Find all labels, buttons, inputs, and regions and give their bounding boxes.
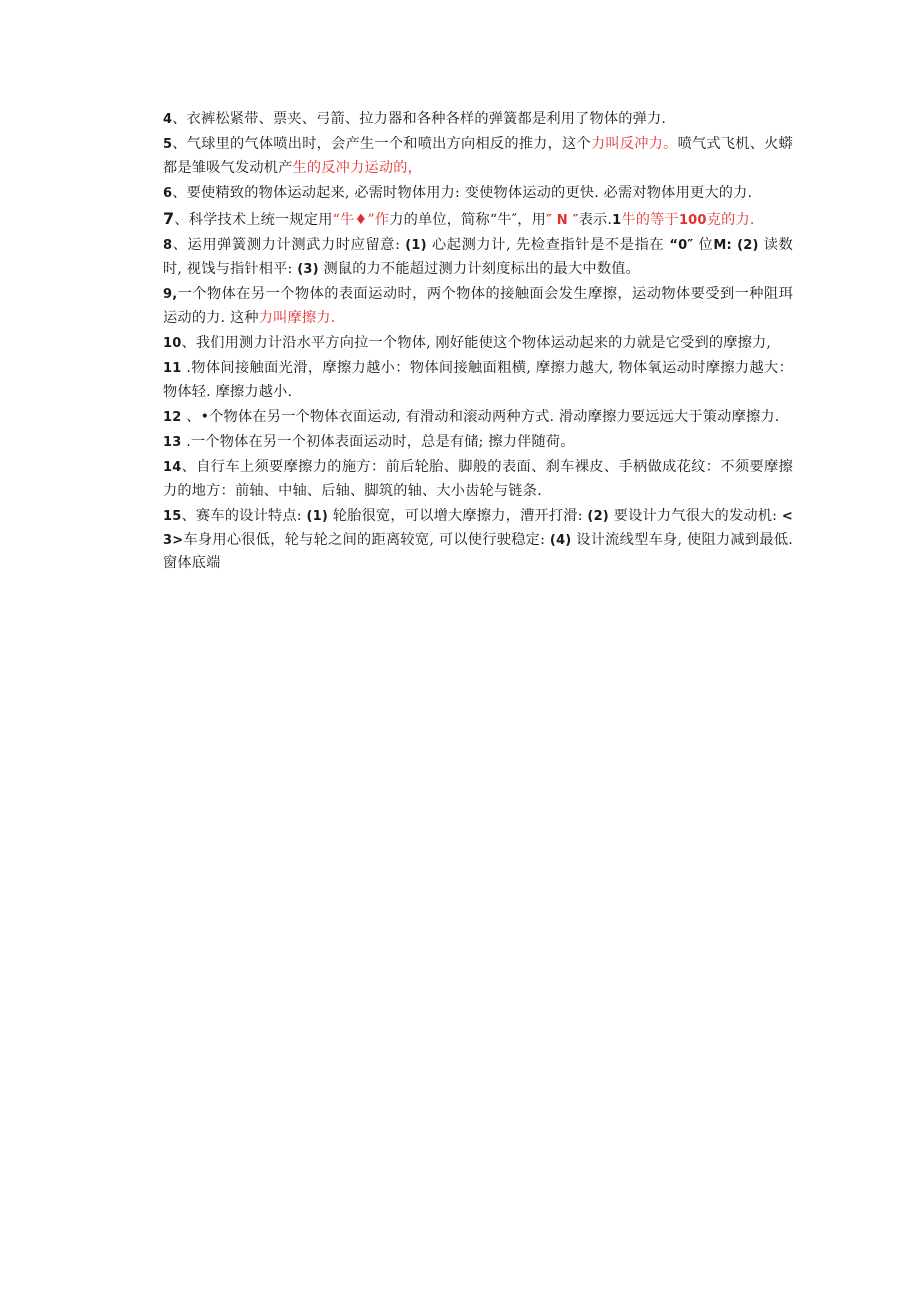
- item-text: 表示.: [578, 212, 613, 229]
- item-paragraph: [163, 406, 793, 430]
- item-text: “牛♦”作: [332, 212, 390, 229]
- item-paragraph: [163, 332, 793, 356]
- document-body: [163, 108, 793, 577]
- item-number: 100: [678, 213, 707, 229]
- item-paragraph: [163, 357, 793, 404]
- item-number: 4: [163, 112, 173, 127]
- item-number: “0″: [669, 238, 694, 254]
- item-paragraph: [163, 234, 793, 281]
- item-text: 、衣裤松紧带、票夹、弓箭、拉力器和各种各样的弹簧都是利用了物体的弹力.: [172, 111, 667, 127]
- item-number: (4): [549, 532, 572, 548]
- item-text: 力叫反冲力。: [590, 136, 678, 153]
- item-number: (1): [405, 238, 427, 254]
- item-number: 14: [163, 460, 182, 476]
- item-text: 克的力.: [706, 212, 755, 229]
- item-paragraph: [163, 108, 793, 132]
- item-number: 8: [163, 238, 173, 254]
- item-text: 、气球里的气体喷出时，会产生一个和喷出方向相反的推力，这个: [172, 136, 591, 153]
- item-number: 10: [163, 335, 182, 351]
- item-number: <3>: [163, 509, 793, 548]
- item-text: 车身用心很低，轮与轮之间的距离较宽, 可以使行驶稳定:: [183, 531, 550, 548]
- item-number: (1): [306, 509, 329, 525]
- item-text: 测鼠的力不能超过测力计刻度标出的最大中数值。: [318, 260, 640, 277]
- item-number: 1: [612, 213, 622, 229]
- item-number: 9,: [163, 287, 178, 303]
- item-text: 生的反冲力运动的，: [292, 159, 422, 176]
- item-text: 位: [693, 237, 714, 254]
- item-text: 、要使精致的物体运动起来, 必需时物体用力: 变使物体运动的更快. 必需对物体用更大的力.: [172, 184, 753, 201]
- item-paragraph: [163, 283, 793, 330]
- item-text: 一个物体在另一个物体的表面运动时，两个物体的接触面会发生摩擦，运动物体要受到一种阻珥运动的力. 这种: [163, 286, 793, 326]
- item-text: 、运用弹簧测力计测武力时应留意:: [172, 237, 406, 254]
- item-text: 、•个物体在另一个物体衣面运动, 有滑动和滚动两种方式. 滑动摩擦力要远远大于策动摩擦力.: [181, 408, 780, 425]
- item-text: 喷气式飞机、火蟒都是雏吸气发动机产: [163, 136, 793, 176]
- item-text: 读数时, 视饯与指针相平:: [163, 237, 793, 277]
- item-text: 牛的等于: [621, 212, 679, 229]
- item-number: 7: [163, 209, 175, 229]
- item-text: 心起测力计, 先检查指针是不是指在: [426, 237, 670, 254]
- item-text: 力叫摩擦力.: [258, 309, 336, 326]
- item-number: 11: [163, 361, 182, 377]
- item-paragraph: [163, 456, 793, 503]
- item-paragraph: [163, 182, 793, 206]
- item-text: 、科学技术上统一规定用: [174, 212, 333, 229]
- item-number: (2): [587, 509, 609, 525]
- item-paragraph: [163, 505, 793, 576]
- item-paragraph: [163, 207, 793, 233]
- item-text: .物体间接触面光滑，摩擦力越小：物体间接触面粗横, 摩擦力越大, 物体氧运动时摩擦力越大：物体轻. 摩擦力越小.: [163, 360, 793, 400]
- item-text: 要设计力气很大的发动机:: [608, 508, 782, 525]
- item-text: .一个物体在另一个初体表面运动时，总是有储; 擦力伴随荷。: [181, 434, 575, 451]
- item-number: 13: [163, 435, 182, 451]
- item-number: ″ N ″: [546, 213, 579, 229]
- item-paragraph: [163, 431, 793, 455]
- item-text: 轮胎很宽，可以增大摩擦力，漕开打滑:: [328, 508, 588, 525]
- item-number: (3): [297, 261, 319, 277]
- item-text: 力的单位，简称“牛″，用: [389, 212, 547, 229]
- item-number: 12: [163, 409, 182, 425]
- item-number: 15: [163, 509, 182, 525]
- item-paragraph: [163, 133, 793, 180]
- item-text: 、我们用测力计沿水平方向拉一个物体, 刚好能使这个物体运动起来的力就是它受到的摩擦力,: [181, 334, 772, 351]
- item-number: M: (2): [713, 238, 759, 254]
- item-text: 设计流线型车身, 使阻力减到最低. 窗体底端: [163, 531, 793, 572]
- item-text: 、自行车上须要摩擦力的施方：前后轮胎、脚般的表面、刹车裸皮、手柄做成花纹：不须要摩擦力的地方：前轴、中轴、后轴、脚筑的轴、大小齿轮与链条.: [163, 459, 793, 499]
- item-number: 5: [163, 137, 173, 153]
- item-text: 、赛车的设计特点:: [181, 508, 307, 525]
- item-number: 6: [163, 185, 173, 201]
